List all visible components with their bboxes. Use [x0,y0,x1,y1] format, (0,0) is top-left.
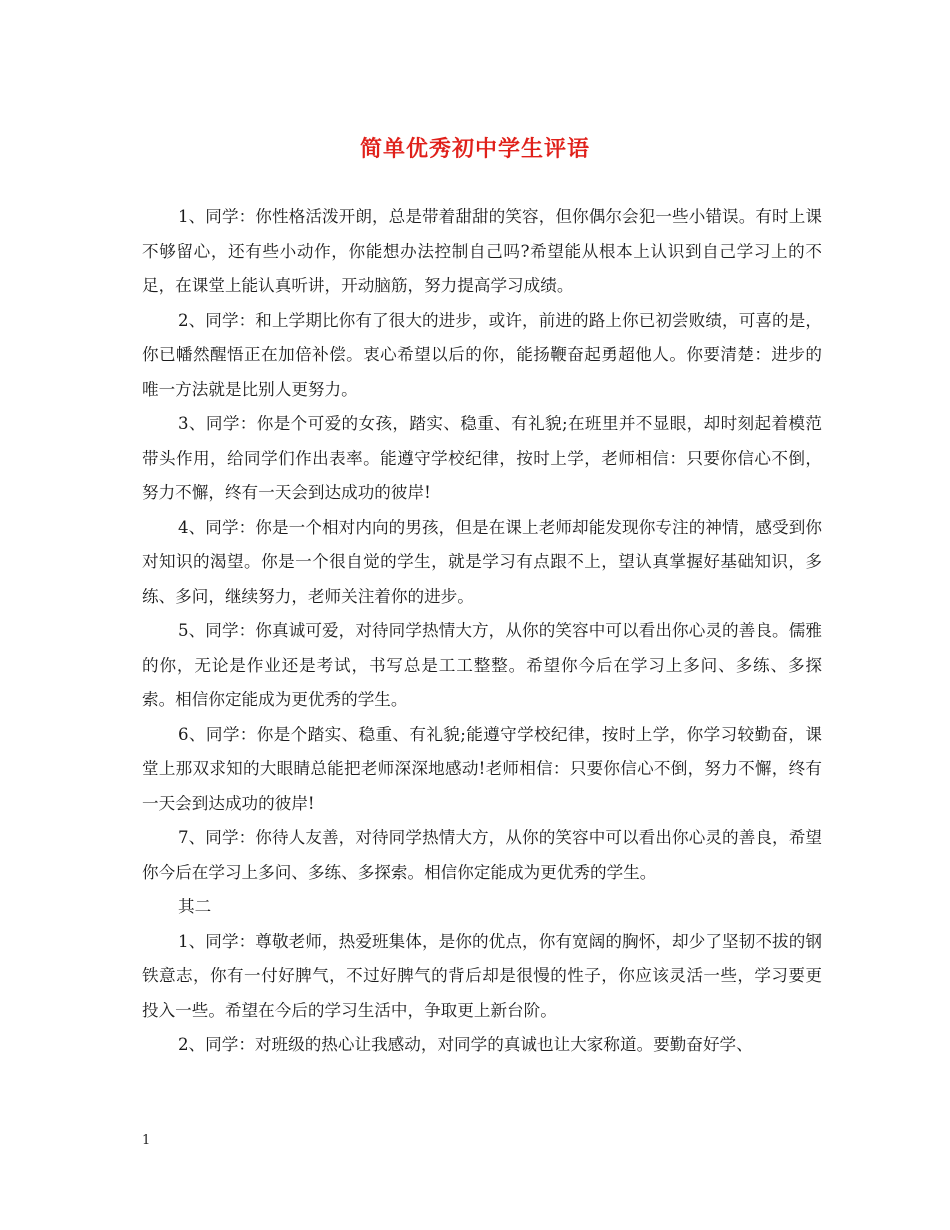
paragraph-2: 2、同学：和上学期比你有了很大的进步，或许，前进的路上你已初尝败绩，可喜的是，你已幡然醒悟正在加倍补偿。衷心希望以后的你，能扬鞭奋起勇超他人。你要清楚：进步的唯一方法就是比别人更努力。 [142,310,822,399]
section-heading-qi-er: 其二 [178,897,212,916]
paragraph-8: 1、同学：尊敬老师，热爱班集体，是你的优点，你有宽阔的胸怀，却少了坚韧不拔的钢铁意志，你有一付好脾气，不过好脾气的背后却是很慢的性子，你应该灵活一些，学习要更投入一些。希望在今后的学习生活中，争取更上新台阶。 [142,931,822,1020]
paragraph-5: 5、同学：你真诚可爱，对待同学热情大方，从你的笑容中可以看出你心灵的善良。儒雅的你，无论是作业还是考试，书写总是工工整整。希望你今后在学习上多问、多练、多探索。相信你定能成为更优秀的学生。 [142,621,822,709]
paragraph-7: 7、同学：你待人友善，对待同学热情大方，从你的笑容中可以看出你心灵的善良，希望你今后在学习上多问、多练、多探索。相信你定能成为更优秀的学生。 [142,828,822,882]
paragraph-6: 6、同学：你是个踏实、稳重、有礼貌;能遵守学校纪律，按时上学，你学习较勤奋，课堂上那双求知的大眼睛总能把老师深深地感动!老师相信：只要你信心不倒，努力不懈，终有一天会到达成功的彼岸! [142,724,822,813]
document-body [142,200,822,1063]
paragraph-3: 3、同学：你是个可爱的女孩，踏实、稳重、有礼貌;在班里并不显眼，却时刻起着模范带头作用，给同学们作出表率。能遵守学校纪律，按时上学，老师相信：只要你信心不倒，努力不懈，终有一天会到达成功的彼岸! [142,414,822,502]
paragraph-9: 2、同学：对班级的热心让我感动，对同学的真诚也让大家称道。要勤奋好学、 [178,1035,753,1054]
document-title: 简单优秀初中学生评语 [359,136,590,162]
paragraph-1: 1、同学：你性格活泼开朗，总是带着甜甜的笑容，但你偶尔会犯一些小错误。有时上课不够留心，还有些小动作，你能想办法控制自己吗?希望能从根本上认识到自己学习上的不足，在课堂上能认真听讲，开动脑筋，努力提高学习成绩。 [142,207,822,295]
page-number: 1 [142,1133,151,1148]
paragraph-4: 4、同学：你是一个相对内向的男孩，但是在课上老师却能发现你专注的神情，感受到你对知识的渴望。你是一个很自觉的学生，就是学习有点跟不上，望认真掌握好基础知识，多练、多问，继续努力，老师关注着你的进步。 [142,517,822,606]
